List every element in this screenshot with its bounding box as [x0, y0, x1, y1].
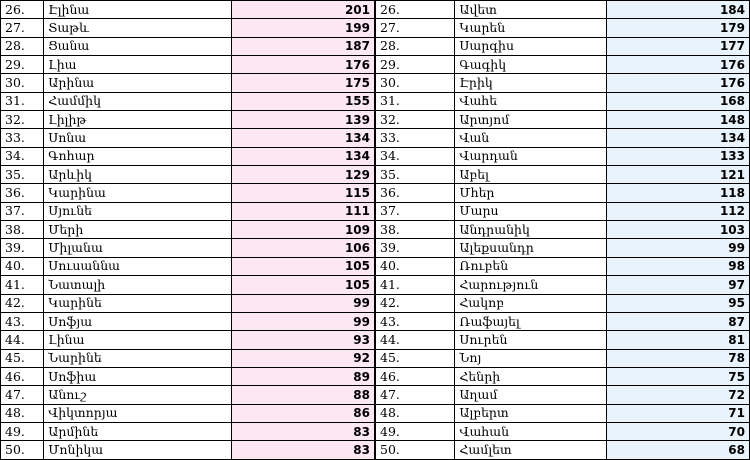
table-row [376, 92, 750, 110]
rank-cell: 33. [1, 129, 44, 147]
table-row [1, 147, 375, 165]
table-row [376, 312, 750, 330]
table-row [376, 349, 750, 367]
table-row [1, 257, 375, 275]
name-cell: Լինա [44, 331, 232, 349]
rank-cell: 32. [376, 111, 455, 129]
rank-cell: 27. [1, 19, 44, 37]
table-row [1, 37, 375, 55]
count-cell: 99 [232, 312, 375, 330]
rank-cell: 48. [1, 404, 44, 422]
count-cell: 83 [232, 441, 375, 459]
boys-table-body [376, 1, 750, 460]
name-cell: Արինա [44, 74, 232, 92]
rank-cell: 30. [1, 74, 44, 92]
count-cell: 109 [232, 221, 375, 239]
count-cell: 87 [607, 312, 750, 330]
name-cell: Կարինե [44, 294, 232, 312]
name-cell: Կարեն [455, 19, 607, 37]
name-cell: Մերի [44, 221, 232, 239]
name-cell: Սյունե [44, 202, 232, 220]
name-cell: Արմինե [44, 422, 232, 440]
rank-cell: 28. [1, 37, 44, 55]
count-cell: 176 [607, 56, 750, 74]
rank-cell: 48. [376, 404, 455, 422]
count-cell: 175 [232, 74, 375, 92]
table-row [376, 367, 750, 385]
girls-table-body [1, 1, 375, 460]
count-cell: 199 [232, 19, 375, 37]
count-cell: 86 [232, 404, 375, 422]
name-cell: Վան [455, 129, 607, 147]
rank-cell: 29. [1, 56, 44, 74]
count-cell: 121 [607, 166, 750, 184]
name-cell: Անուշ [44, 386, 232, 404]
count-cell: 72 [607, 386, 750, 404]
count-cell: 155 [232, 92, 375, 110]
rank-cell: 42. [1, 294, 44, 312]
table-row [1, 386, 375, 404]
table-row [1, 221, 375, 239]
table-row [376, 404, 750, 422]
rank-cell: 45. [1, 349, 44, 367]
name-cell: Լիլիթ [44, 111, 232, 129]
name-cell: Ավետ [455, 1, 607, 19]
table-row [1, 1, 375, 19]
rank-cell: 41. [1, 276, 44, 294]
rank-cell: 31. [1, 92, 44, 110]
name-cell: Վիկտորյա [44, 404, 232, 422]
name-cell: Վարդան [455, 147, 607, 165]
table-row [376, 19, 750, 37]
rank-cell: 39. [1, 239, 44, 257]
rank-cell: 35. [376, 166, 455, 184]
rank-cell: 50. [1, 441, 44, 459]
count-cell: 184 [607, 1, 750, 19]
count-cell: 187 [232, 37, 375, 55]
rank-cell: 26. [376, 1, 455, 19]
count-cell: 71 [607, 404, 750, 422]
rank-cell: 38. [376, 221, 455, 239]
table-row [376, 221, 750, 239]
table-row [376, 202, 750, 220]
name-cell: Սոֆիա [44, 367, 232, 385]
rank-cell: 28. [376, 37, 455, 55]
table-row [1, 239, 375, 257]
rank-cell: 47. [376, 386, 455, 404]
rank-cell: 33. [376, 129, 455, 147]
count-cell: 92 [232, 349, 375, 367]
table-row [376, 276, 750, 294]
name-cell: Էլինա [44, 1, 232, 19]
name-cell: Միլանա [44, 239, 232, 257]
name-cell: Նոյ [455, 349, 607, 367]
rank-cell: 26. [1, 1, 44, 19]
table-row [1, 166, 375, 184]
count-cell: 78 [607, 349, 750, 367]
table-row [376, 239, 750, 257]
name-cell: Լիա [44, 56, 232, 74]
table-row [376, 386, 750, 404]
table-row [1, 367, 375, 385]
table-row [1, 19, 375, 37]
name-cell: Հարություն [455, 276, 607, 294]
count-cell: 93 [232, 331, 375, 349]
table-row [1, 184, 375, 202]
table-row [376, 37, 750, 55]
rank-cell: 43. [1, 312, 44, 330]
table-row [376, 56, 750, 74]
count-cell: 111 [232, 202, 375, 220]
rank-cell: 41. [376, 276, 455, 294]
count-cell: 134 [232, 129, 375, 147]
name-cell: Մարս [455, 202, 607, 220]
table-row [376, 257, 750, 275]
table-row [1, 202, 375, 220]
rank-cell: 30. [376, 74, 455, 92]
rank-cell: 44. [1, 331, 44, 349]
rank-cell: 39. [376, 239, 455, 257]
count-cell: 99 [607, 239, 750, 257]
count-cell: 112 [607, 202, 750, 220]
count-cell: 88 [232, 386, 375, 404]
name-cell: Սուսաննա [44, 257, 232, 275]
table-row [1, 312, 375, 330]
name-cell: Սարգիս [455, 37, 607, 55]
count-cell: 115 [232, 184, 375, 202]
table-row [376, 129, 750, 147]
name-cell: Արտյոմ [455, 111, 607, 129]
count-cell: 176 [607, 74, 750, 92]
name-cell: Համմիկ [44, 92, 232, 110]
rank-cell: 34. [376, 147, 455, 165]
table-row [376, 422, 750, 440]
table-row [376, 111, 750, 129]
count-cell: 129 [232, 166, 375, 184]
table-row [376, 1, 750, 19]
name-cell: Գագիկ [455, 56, 607, 74]
count-cell: 148 [607, 111, 750, 129]
name-cell: Սոնա [44, 129, 232, 147]
count-cell: 99 [232, 294, 375, 312]
rank-cell: 32. [1, 111, 44, 129]
name-cell: Սուրեն [455, 331, 607, 349]
count-cell: 81 [607, 331, 750, 349]
table-row [1, 349, 375, 367]
name-cell: Էրիկ [455, 74, 607, 92]
table-row [1, 74, 375, 92]
count-cell: 98 [607, 257, 750, 275]
name-cell: Գոհար [44, 147, 232, 165]
rank-cell: 27. [376, 19, 455, 37]
rank-cell: 35. [1, 166, 44, 184]
table-row [376, 147, 750, 165]
count-cell: 179 [607, 19, 750, 37]
rank-cell: 47. [1, 386, 44, 404]
name-cell: Հենրի [455, 367, 607, 385]
rank-cell: 37. [1, 202, 44, 220]
boys-names-table [375, 0, 750, 460]
name-cell: Կարինա [44, 184, 232, 202]
count-cell: 134 [232, 147, 375, 165]
rank-cell: 38. [1, 221, 44, 239]
count-cell: 177 [607, 37, 750, 55]
table-row [376, 166, 750, 184]
rank-cell: 42. [376, 294, 455, 312]
name-cell: Հակոբ [455, 294, 607, 312]
table-row [376, 74, 750, 92]
count-cell: 68 [607, 441, 750, 459]
table-row [1, 422, 375, 440]
name-cell: Նատալի [44, 276, 232, 294]
rank-cell: 34. [1, 147, 44, 165]
rank-cell: 40. [376, 257, 455, 275]
table-row [1, 404, 375, 422]
count-cell: 97 [607, 276, 750, 294]
count-cell: 133 [607, 147, 750, 165]
name-cell: Սոֆյա [44, 312, 232, 330]
name-cell: Ռուբեն [455, 257, 607, 275]
name-cell: Ռաֆայել [455, 312, 607, 330]
name-cell: Մհեր [455, 184, 607, 202]
rank-cell: 46. [1, 367, 44, 385]
table-row [376, 331, 750, 349]
name-cell: Ցանա [44, 37, 232, 55]
name-cell: Մոնիկա [44, 441, 232, 459]
name-cell: Աղամ [455, 386, 607, 404]
rank-cell: 46. [376, 367, 455, 385]
table-row [376, 294, 750, 312]
count-cell: 103 [607, 221, 750, 239]
table-row [1, 129, 375, 147]
count-cell: 89 [232, 367, 375, 385]
name-cell: Ալեքսանդր [455, 239, 607, 257]
count-cell: 105 [232, 257, 375, 275]
rank-cell: 45. [376, 349, 455, 367]
table-row [1, 294, 375, 312]
name-cell: Անդրանիկ [455, 221, 607, 239]
count-cell: 201 [232, 1, 375, 19]
table-row [1, 111, 375, 129]
count-cell: 75 [607, 367, 750, 385]
name-cell: Ալբերտ [455, 404, 607, 422]
name-cell: Համլետ [455, 441, 607, 459]
table-row [1, 56, 375, 74]
count-cell: 134 [607, 129, 750, 147]
rank-cell: 43. [376, 312, 455, 330]
rank-cell: 49. [376, 422, 455, 440]
table-row [1, 331, 375, 349]
count-cell: 70 [607, 422, 750, 440]
count-cell: 106 [232, 239, 375, 257]
count-cell: 176 [232, 56, 375, 74]
name-cell: Արևիկ [44, 166, 232, 184]
rank-cell: 36. [1, 184, 44, 202]
count-cell: 83 [232, 422, 375, 440]
table-row [1, 92, 375, 110]
rank-cell: 50. [376, 441, 455, 459]
count-cell: 118 [607, 184, 750, 202]
rank-cell: 29. [376, 56, 455, 74]
name-cell: Նարինե [44, 349, 232, 367]
count-cell: 95 [607, 294, 750, 312]
name-cell: Վահե [455, 92, 607, 110]
rank-cell: 44. [376, 331, 455, 349]
name-cell: Վահան [455, 422, 607, 440]
name-cell: Տաթև [44, 19, 232, 37]
rank-cell: 36. [376, 184, 455, 202]
rank-cell: 49. [1, 422, 44, 440]
rank-cell: 40. [1, 257, 44, 275]
rank-cell: 31. [376, 92, 455, 110]
table-row [376, 184, 750, 202]
rank-cell: 37. [376, 202, 455, 220]
count-cell: 105 [232, 276, 375, 294]
count-cell: 168 [607, 92, 750, 110]
name-cell: Աբել [455, 166, 607, 184]
count-cell: 139 [232, 111, 375, 129]
table-row [1, 276, 375, 294]
